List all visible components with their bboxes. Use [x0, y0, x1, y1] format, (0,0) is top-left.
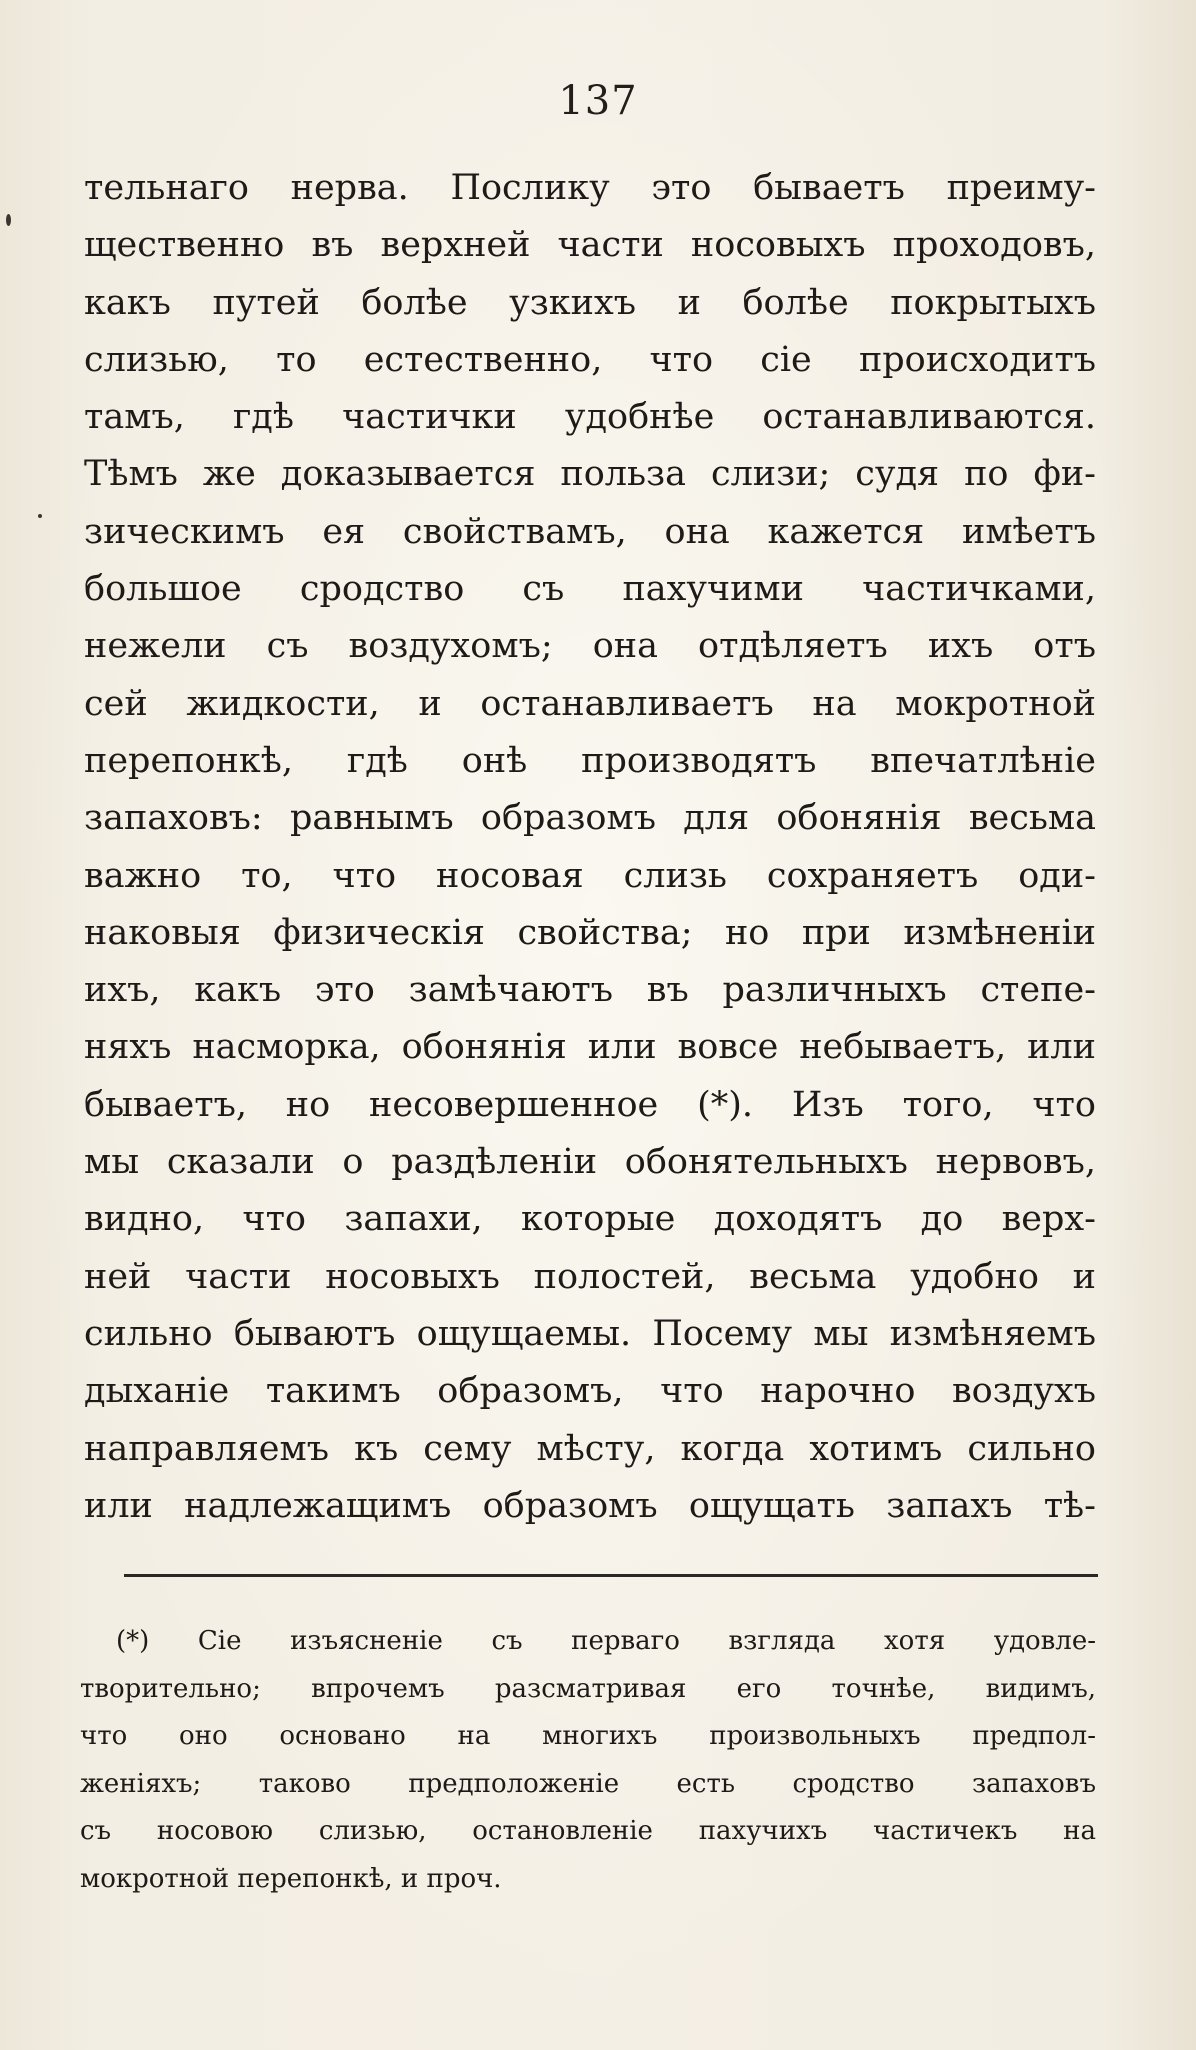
margin-speck — [38, 514, 42, 518]
body-line: зическимъ ея свойствамъ, она кажется имѣетъ — [84, 511, 1096, 552]
body-line: запаховъ: равнымъ образомъ для обонянія весьма — [84, 798, 1096, 839]
page-number: 137 — [558, 78, 638, 124]
body-text — [84, 160, 1096, 1535]
footnote-line: мокротной перепонкѣ, и проч. — [80, 1863, 502, 1894]
body-line: направляемъ къ сему мѣсту, когда хотимъ сильно — [84, 1428, 1096, 1469]
body-line: ней части носовыхъ полостей, весьма удобно и — [84, 1256, 1096, 1297]
body-line: сильно бываютъ ощущаемы. Посему мы измѣняемъ — [84, 1313, 1096, 1354]
body-line: или надлежащимъ образомъ ощущать запахъ тѣ- — [84, 1485, 1096, 1526]
body-line: тамъ, гдѣ частички удобнѣе останавливаются. — [84, 397, 1096, 438]
margin-speck — [6, 214, 11, 226]
body-line: слизью, то естественно, что сіе происходитъ — [84, 339, 1096, 380]
footnote-line: женіяхъ; таково предположеніе есть сродство запаховъ — [80, 1768, 1096, 1799]
body-line: нежели съ воздухомъ; она отдѣляетъ ихъ отъ — [84, 626, 1096, 667]
body-line: перепонкѣ, гдѣ онѣ производятъ впечатлѣніе — [84, 740, 1096, 781]
body-line: ихъ, какъ это замѣчаютъ въ различныхъ степе- — [84, 970, 1096, 1011]
body-line: бываетъ, но несовершенное (*). Изъ того, что — [84, 1084, 1096, 1125]
body-line: какъ путей болѣе узкихъ и болѣе покрытыхъ — [84, 282, 1096, 323]
body-line: важно то, что носовая слизь сохраняетъ оди- — [84, 855, 1096, 896]
body-line: наковыя физическія свойства; но при измѣненіи — [84, 912, 1096, 953]
body-line: сей жидкости, и останавливаетъ на мокротной — [84, 683, 1096, 724]
body-line: тельнаго нерва. Послику это бываетъ преиму- — [84, 168, 1096, 208]
footnote-line: творительно; впрочемъ разсматривая его точнѣе, видимъ, — [80, 1673, 1096, 1704]
footnote-line: (*) Сіе изъясненіе съ перваго взгляда хотя удовле- — [116, 1626, 1096, 1656]
body-line: мы сказали о раздѣленіи обонятельныхъ нервовъ, — [84, 1142, 1096, 1183]
body-line: видно, что запахи, которые доходятъ до верх- — [84, 1199, 1096, 1240]
body-line: большое сродство съ пахучими частичками, — [84, 569, 1096, 610]
body-line: щественно въ верхней части носовыхъ проходовъ, — [84, 225, 1096, 266]
footnote-line: съ носовою слизью, остановленіе пахучихъ частичекъ на — [80, 1816, 1096, 1846]
footnote — [80, 1618, 1096, 1903]
body-line: няхъ насморка, обонянія или вовсе небываетъ, или — [84, 1027, 1096, 1068]
body-line: Тѣмъ же доказывается польза слизи; судя по фи- — [84, 454, 1096, 495]
footnote-divider — [124, 1574, 1098, 1577]
body-line: дыханіе такимъ образомъ, что нарочно воздухъ — [84, 1371, 1096, 1412]
footnote-line: что оно основано на многихъ произвольныхъ предпол- — [80, 1721, 1096, 1751]
